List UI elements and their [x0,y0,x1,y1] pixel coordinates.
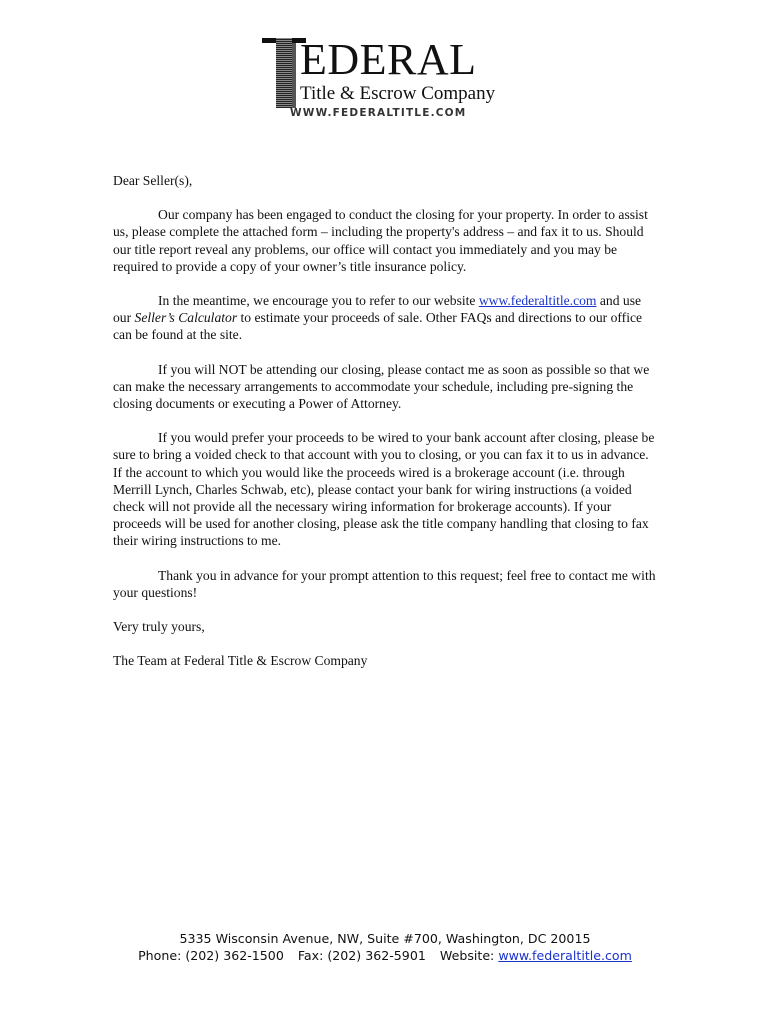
closing: Very truly yours, [113,619,205,635]
website-link[interactable]: www.federaltitle.com [478,293,597,309]
footer-address: 5335 Wisconsin Avenue, NW, Suite #700, Washington, DC 20015 [179,931,591,946]
paragraph-2-text-a: In the meantime, we encourage you to refer to our website [158,293,479,309]
salutation: Dear Seller(s), [113,173,193,188]
footer [0,930,770,964]
footer-website-label: Website: [439,948,499,963]
logo-t-stem [276,38,292,108]
paragraph-4: If you would prefer your proceeds to be wired to your bank account after closing, please be sure to bring a voided check to that account with you to closing, or you can fax it to us in advance. If the account to which you would like the proceeds wired is a brokerage account (i.e. through Merrill Lynch, Charles Schwab, etc), please contact your bank for wiring instructions (a voided check will not provide all the necessary wiring information for brokerage accounts). If your proceeds will be used for another closing, please ask the title company handling that closing to fax their wiring instructions to me. [113,430,655,549]
paragraph-2 [113,292,658,344]
company-logo [262,34,512,124]
paragraph-1: Our company has been engaged to conduct the closing for your property. In order to assist us, please complete the attached form – including the property's address – and fax it to us. Should our title report reveal any problems, our office will contact you immediately and you may be required to provide a copy of your owner’s title insurance policy. [113,207,648,274]
paragraph-5: Thank you in advance for your prompt attention to this request; feel free to contact me with your questions! [113,567,656,600]
logo-url: WWW.FEDERALTITLE.COM [290,107,467,119]
footer-phone: Phone: (202) 362-1500 [138,948,284,963]
footer-website-link[interactable]: www.federaltitle.com [498,948,632,963]
footer-fax: Fax: (202) 362-5901 [297,948,426,963]
sellers-calculator-text: Seller’s Calculator [134,310,238,326]
paragraph-2-text-b: and use our [113,293,642,326]
footer-contact [0,947,770,964]
paragraph-3: If you will NOT be attending our closing, please contact me as soon as possible so that we can make the necessary arrangements to accommodate your schedule, including pre-signing the closing documents or executing a Power of Attorney. [113,361,650,412]
signature: The Team at Federal Title & Escrow Company [113,653,368,669]
letter-body [113,172,658,669]
logo-subtitle: Title & Escrow Company [300,83,496,104]
paragraph-2-text-c: to estimate your proceeds of sale. Other FAQs and directions to our office can be found at the site. [113,310,643,343]
logo-t-shadow [292,43,296,108]
logo-name: EDERAL [300,35,477,84]
